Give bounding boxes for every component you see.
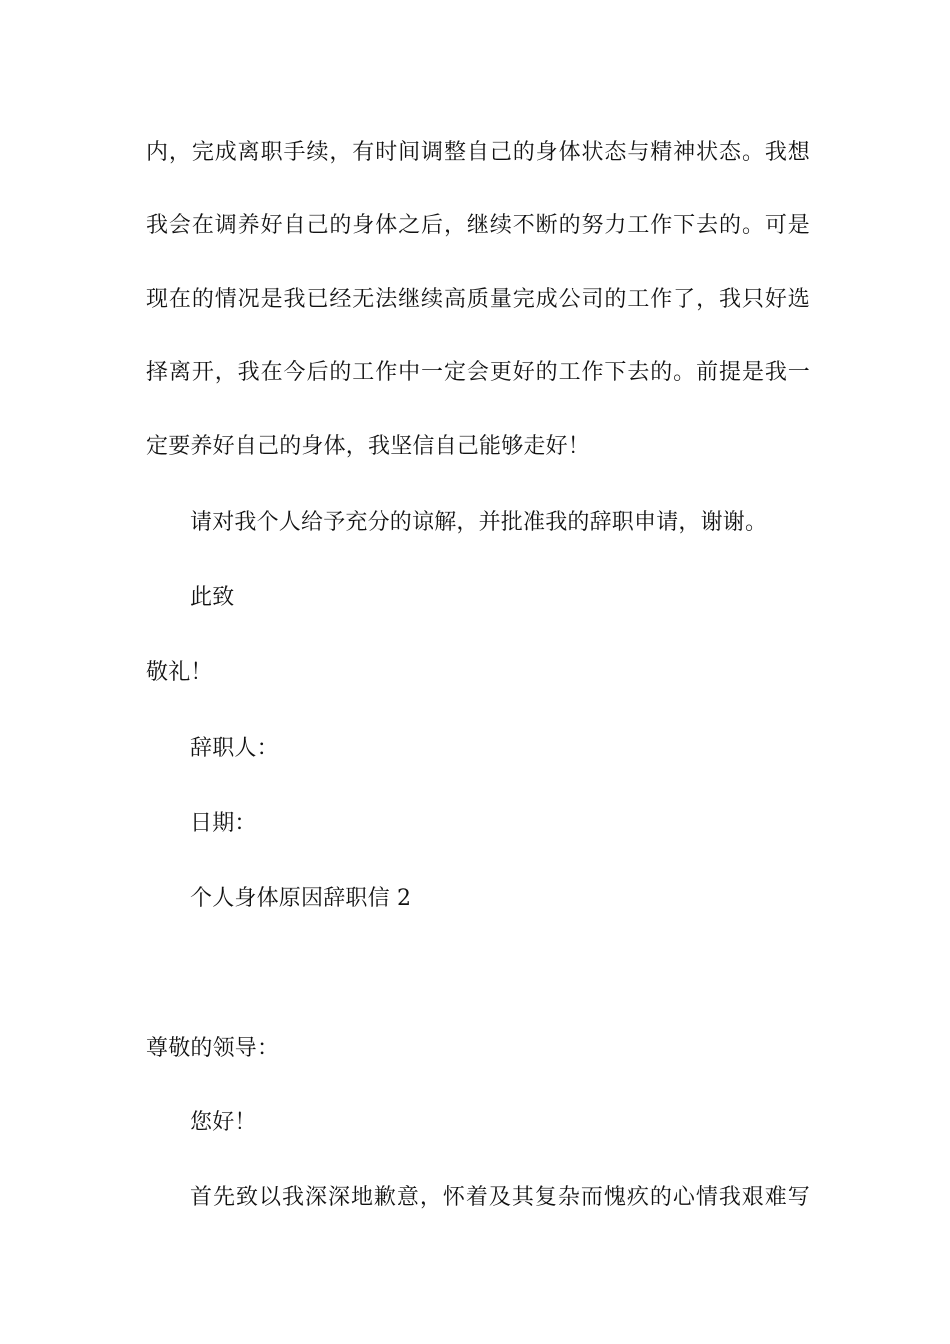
resigner-label: 辞职人： bbox=[190, 736, 279, 761]
letter-2-title: 个人身体原因辞职信 2 bbox=[190, 886, 412, 911]
salutation: 尊敬的领导： bbox=[146, 1036, 280, 1061]
closing-cizhi: 此致 bbox=[190, 585, 235, 610]
request-line: 请对我个人给予充分的谅解，并批准我的辞职申请，谢谢。 bbox=[190, 510, 768, 535]
letter-2-first-line: 首先致以我深深地歉意，怀着及其复杂而愧疚的心情我艰难写 bbox=[190, 1185, 810, 1210]
paragraph-line-4: 择离开，我在今后的工作中一定会更好的工作下去的。前提是我一 bbox=[146, 360, 810, 385]
date-label: 日期： bbox=[190, 811, 257, 836]
paragraph-line-1: 内，完成离职手续，有时间调整自己的身体状态与精神状态。我想 bbox=[146, 140, 810, 165]
paragraph-line-2: 我会在调养好自己的身体之后，继续不断的努力工作下去的。可是 bbox=[146, 213, 810, 238]
paragraph-line-3: 现在的情况是我已经无法继续高质量完成公司的工作了，我只好选 bbox=[146, 287, 810, 312]
closing-jingli: 敬礼！ bbox=[146, 660, 213, 685]
greeting: 您好！ bbox=[190, 1110, 257, 1135]
paragraph-line-5: 定要养好自己的身体，我坚信自己能够走好！ bbox=[146, 434, 591, 459]
